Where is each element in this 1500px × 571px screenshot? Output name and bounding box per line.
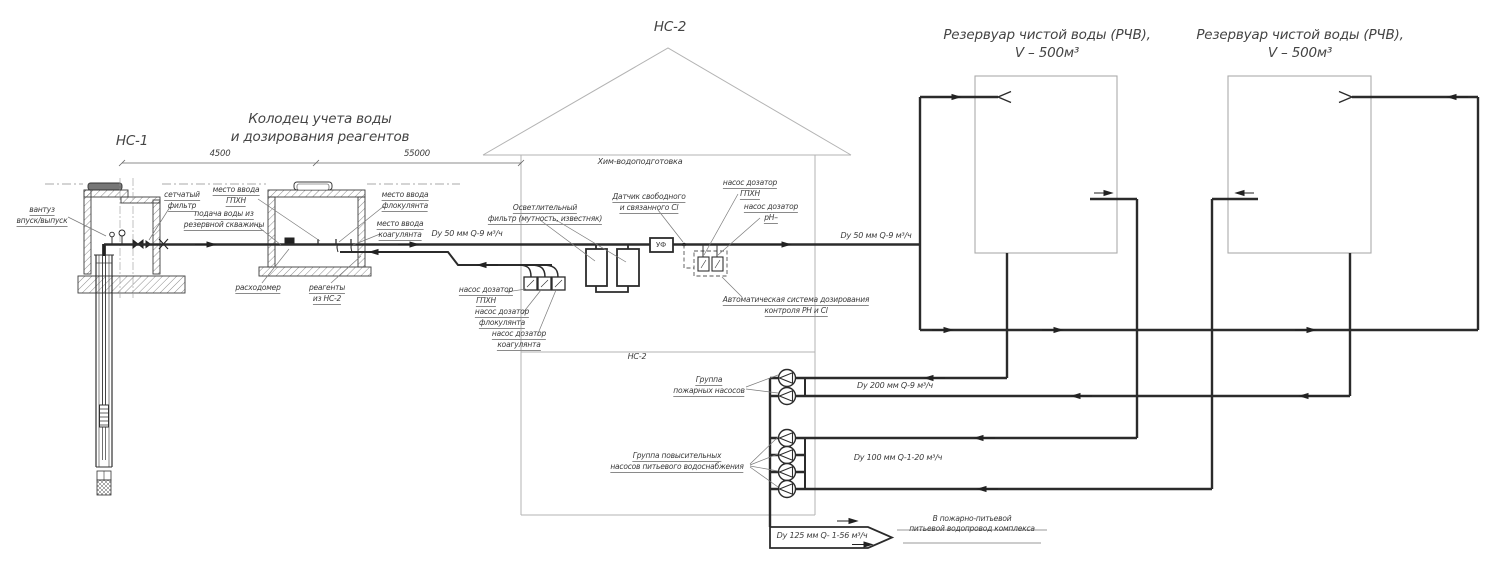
ns2-roof [483, 48, 851, 155]
reservoirs-outline [975, 76, 1371, 253]
pressure-gauge [119, 230, 125, 236]
label-chem-treatment-room: Хим-водоподготовка [597, 157, 683, 166]
submersible-pump [100, 405, 109, 427]
booster-pump-group [779, 430, 796, 498]
label-dosing-pump-gphn: насос дозатор ГПХН [459, 285, 513, 307]
label-flocculant-injection: место ввода флокулянта [382, 190, 429, 212]
label-booster-pump-group: Группа повысительных насосов питьевого водоснабжения [610, 451, 743, 473]
reagent-line [340, 252, 558, 277]
pipe-label-dy50-right: Dy 50 мм Q-9 м³/ч [840, 231, 912, 240]
label-ns2-inner: НС-2 [627, 352, 647, 361]
reagent-dosing-pumps [524, 277, 565, 290]
clarifying-filters [586, 244, 639, 292]
flow-arrows [195, 95, 1468, 548]
pipe-label-dy200: Dy 200 мм Q-9 м³/ч [857, 381, 933, 390]
label-clarifying-filter: Осветлительный фильтр (мутность, известняк) [488, 203, 602, 225]
injection-points [318, 239, 351, 244]
pipe-label-dy50-left: Dy 50 мм Q-9 м³/ч [431, 229, 503, 238]
flow-meter [285, 238, 294, 244]
label-flow-meter: расходомер [235, 283, 280, 294]
label-dosing-pump-flocculant: насос дозатор флокулянта [475, 307, 529, 329]
label-reagents-from-ns2: реагенты из НС-2 [309, 283, 345, 305]
label-reserve-well-supply: подача воды из резервной скважины [184, 209, 264, 231]
label-dosing-pump-coagulant: насос дозатор коагулянта [492, 329, 546, 351]
label-chlorine-sensor: Датчик свободного и связанного Cl [612, 192, 685, 214]
leader-lines [68, 194, 1047, 543]
label-strainer: сетчатый фильтр [164, 190, 200, 212]
label-outflow-destination: В пожарно-питьевой питьевой водопровод комплекса [909, 514, 1035, 534]
pipe-label-dy125: Dy 125 мм Q- 1-56 м³/ч [776, 531, 868, 540]
reservoir-inlet-cones [998, 92, 1352, 103]
borehole-filter [97, 480, 111, 495]
label-ns1-title: НС-1 [115, 133, 149, 149]
dimension-4500: 4500 [209, 149, 231, 159]
air-valve [110, 232, 115, 237]
label-air-valve: вантуз впуск/выпуск [17, 205, 68, 227]
label-auto-dosing-system: Автоматическая система дозирования контроля PH и Cl [723, 295, 869, 317]
uv-unit-label: УФ [656, 241, 666, 249]
reservoir-2 [1228, 76, 1371, 253]
label-gphn-injection: место ввода ГПХН [213, 185, 260, 207]
dimension-55000: 55000 [403, 149, 431, 159]
pipe-label-dy100: Dy 100 мм Q-1-20 м³/ч [853, 453, 943, 462]
label-reservoir-2-title: Резервуар чистой воды (РЧВ), V – 500м³ [1196, 27, 1404, 61]
reservoir-1 [975, 76, 1117, 253]
label-reservoir-1-title: Резервуар чистой воды (РЧВ), V – 500м³ [943, 27, 1151, 61]
label-fire-pump-group: Группа пожарных насосов [673, 375, 744, 397]
fire-pump-group [779, 370, 796, 405]
label-coagulant-injection: место ввода коагулянта [377, 219, 424, 241]
label-ns2-title: НС-2 [653, 19, 687, 35]
dimension-line [119, 160, 524, 166]
label-metering-well-title: Колодец учета воды и дозирования реагентов [230, 111, 410, 145]
auto-dosing-system [684, 245, 727, 277]
label-dosing-pump-gphn-auto: насос дозатор ГПХН [723, 178, 777, 200]
label-dosing-pump-ph: насос дозатор pH– [744, 202, 798, 224]
